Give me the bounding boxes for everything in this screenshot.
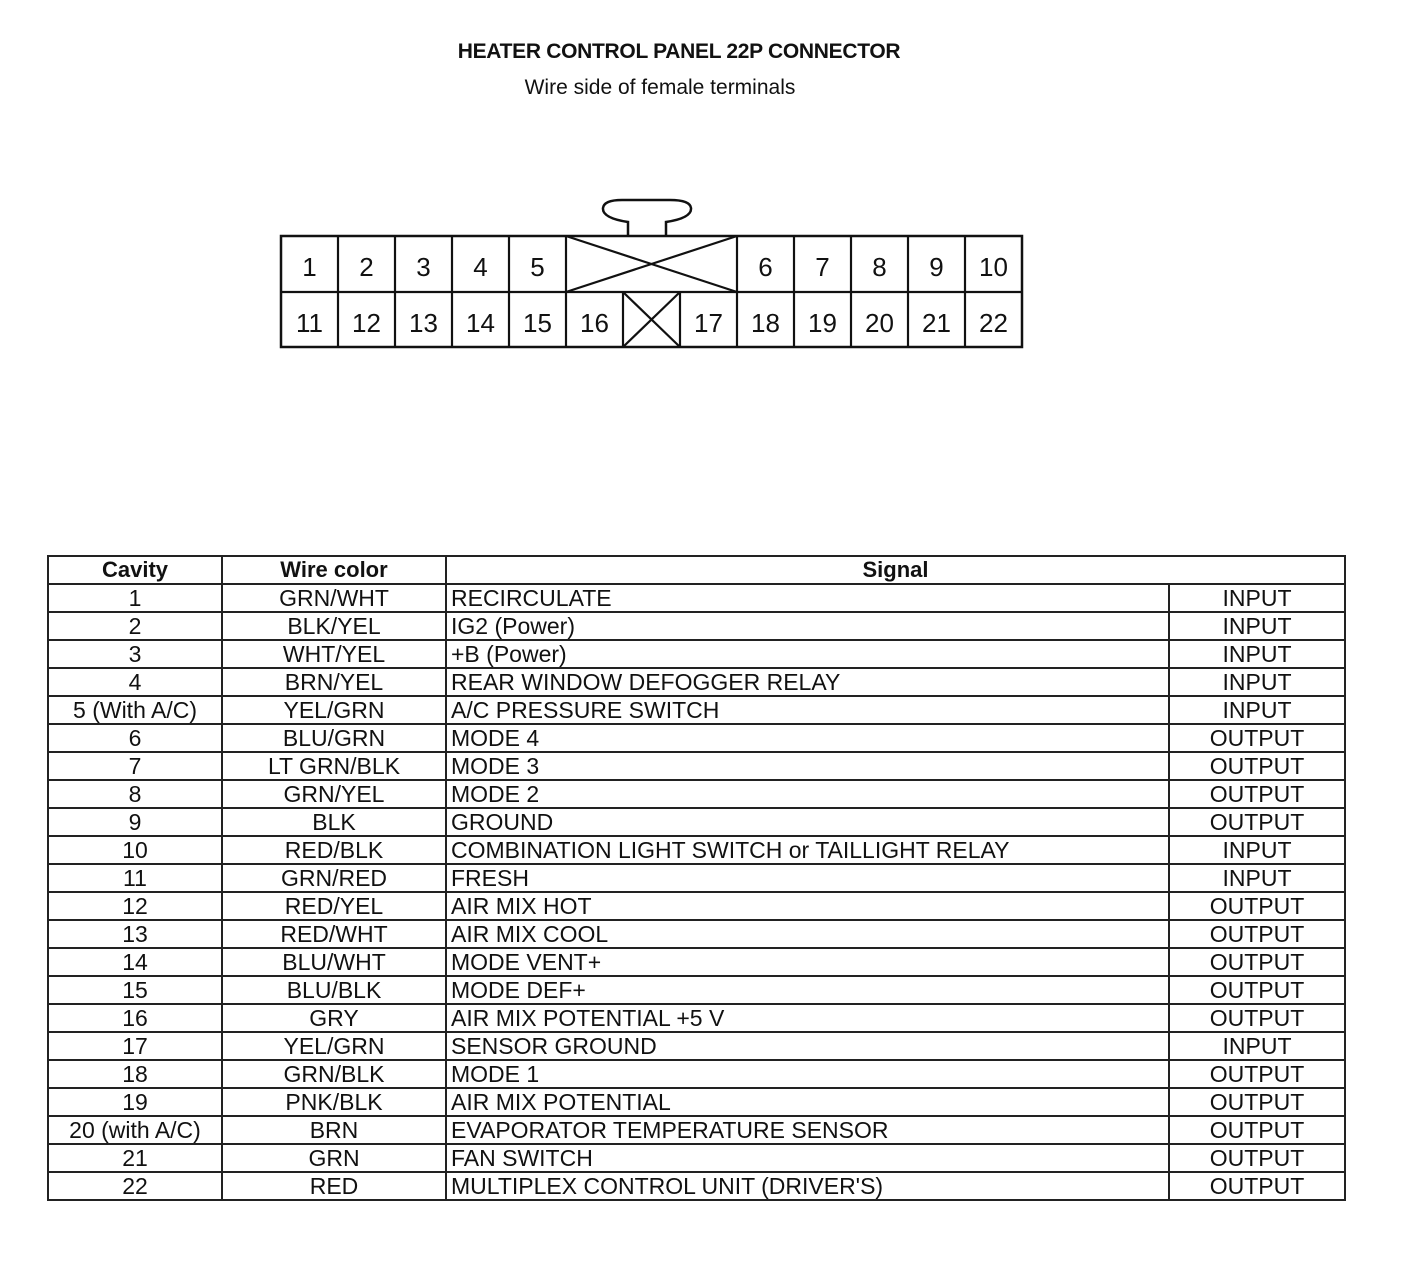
terminal-number: 22: [979, 308, 1008, 338]
wire-color-cell: RED/WHT: [222, 920, 446, 948]
signal-cell: GROUND: [446, 808, 1169, 836]
table-row: [48, 836, 1345, 864]
cavity-cell: 17: [48, 1032, 222, 1060]
terminal-number: 19: [808, 308, 837, 338]
signal-cell: MULTIPLEX CONTROL UNIT (DRIVER'S): [446, 1172, 1169, 1200]
table-row: [48, 1032, 1345, 1060]
table-row: [48, 1116, 1345, 1144]
wire-color-cell: GRN/RED: [222, 864, 446, 892]
signal-cell: MODE 4: [446, 724, 1169, 752]
signal-cell: AIR MIX HOT: [446, 892, 1169, 920]
direction-cell: OUTPUT: [1169, 948, 1345, 976]
terminal-number: 16: [580, 308, 609, 338]
direction-cell: OUTPUT: [1169, 808, 1345, 836]
wire-color-cell: GRN/BLK: [222, 1060, 446, 1088]
wire-color-cell: BRN: [222, 1116, 446, 1144]
signal-cell: IG2 (Power): [446, 612, 1169, 640]
terminal-number: 2: [359, 252, 374, 282]
terminal-number: 10: [979, 252, 1008, 282]
cavity-cell: 3: [48, 640, 222, 668]
diagram-subtitle: Wire side of female terminals: [524, 76, 796, 99]
cavity-cell: 16: [48, 1004, 222, 1032]
wire-color-cell: GRN/YEL: [222, 780, 446, 808]
direction-cell: OUTPUT: [1169, 920, 1345, 948]
signal-cell: MODE 3: [446, 752, 1169, 780]
table-row: [48, 976, 1345, 1004]
wire-color-cell: RED/BLK: [222, 836, 446, 864]
terminal-number: 8: [872, 252, 887, 282]
wire-color-cell: BLK/YEL: [222, 612, 446, 640]
terminal-number: 21: [922, 308, 951, 338]
direction-cell: OUTPUT: [1169, 780, 1345, 808]
terminal-number: 18: [751, 308, 780, 338]
table-row: [48, 948, 1345, 976]
cavity-cell: 1: [48, 584, 222, 612]
direction-cell: OUTPUT: [1169, 1004, 1345, 1032]
connector-diagram: [0, 0, 1408, 400]
direction-cell: OUTPUT: [1169, 1116, 1345, 1144]
table-row: [48, 1172, 1345, 1200]
table-row: [48, 1060, 1345, 1088]
direction-cell: OUTPUT: [1169, 724, 1345, 752]
signal-cell: MODE 2: [446, 780, 1169, 808]
signal-cell: A/C PRESSURE SWITCH: [446, 696, 1169, 724]
cavity-cell: 9: [48, 808, 222, 836]
cavity-cell: 13: [48, 920, 222, 948]
terminal-number: 12: [352, 308, 381, 338]
direction-cell: INPUT: [1169, 1032, 1345, 1060]
wire-color-cell: RED/YEL: [222, 892, 446, 920]
wire-color-cell: BLU/WHT: [222, 948, 446, 976]
table-header-row: [48, 556, 1345, 584]
signal-cell: MODE VENT+: [446, 948, 1169, 976]
wire-color-cell: GRY: [222, 1004, 446, 1032]
wire-color-cell: GRN: [222, 1144, 446, 1172]
wire-color-cell: LT GRN/BLK: [222, 752, 446, 780]
cavity-cell: 21: [48, 1144, 222, 1172]
terminal-number: 9: [929, 252, 944, 282]
terminal-number: 14: [466, 308, 495, 338]
direction-cell: OUTPUT: [1169, 892, 1345, 920]
table-row: [48, 696, 1345, 724]
signal-cell: EVAPORATOR TEMPERATURE SENSOR: [446, 1116, 1169, 1144]
connector-lock-tab: [603, 200, 691, 236]
direction-cell: OUTPUT: [1169, 1172, 1345, 1200]
terminal-number: 20: [865, 308, 894, 338]
table-row: [48, 808, 1345, 836]
terminal-number: 5: [530, 252, 545, 282]
direction-cell: OUTPUT: [1169, 1060, 1345, 1088]
cavity-cell: 18: [48, 1060, 222, 1088]
table-row: [48, 612, 1345, 640]
wire-color-cell: YEL/GRN: [222, 1032, 446, 1060]
table-row: [48, 640, 1345, 668]
cavity-cell: 20 (with A/C): [48, 1116, 222, 1144]
signal-cell: COMBINATION LIGHT SWITCH or TAILLIGHT RELAY: [446, 836, 1169, 864]
wire-color-cell: BRN/YEL: [222, 668, 446, 696]
pinout-table: [47, 555, 1346, 1201]
cavity-cell: 19: [48, 1088, 222, 1116]
table-row: [48, 668, 1345, 696]
table-row: [48, 780, 1345, 808]
terminal-number: 13: [409, 308, 438, 338]
cavity-cell: 5 (With A/C): [48, 696, 222, 724]
direction-cell: INPUT: [1169, 584, 1345, 612]
terminal-number: 11: [296, 308, 323, 338]
direction-cell: INPUT: [1169, 612, 1345, 640]
table-row: [48, 1088, 1345, 1116]
wire-color-cell: BLU/BLK: [222, 976, 446, 1004]
signal-cell: MODE DEF+: [446, 976, 1169, 1004]
cavity-cell: 4: [48, 668, 222, 696]
wire-color-cell: BLK: [222, 808, 446, 836]
direction-cell: INPUT: [1169, 696, 1345, 724]
terminal-number: 7: [815, 252, 830, 282]
terminal-number: 15: [523, 308, 552, 338]
header-wire-color: Wire color: [222, 556, 446, 584]
signal-cell: FRESH: [446, 864, 1169, 892]
header-signal: Signal: [446, 556, 1345, 584]
signal-cell: AIR MIX POTENTIAL +5 V: [446, 1004, 1169, 1032]
signal-cell: RECIRCULATE: [446, 584, 1169, 612]
direction-cell: INPUT: [1169, 864, 1345, 892]
terminal-number: 4: [473, 252, 488, 282]
direction-cell: INPUT: [1169, 836, 1345, 864]
wire-color-cell: YEL/GRN: [222, 696, 446, 724]
wire-color-cell: PNK/BLK: [222, 1088, 446, 1116]
direction-cell: OUTPUT: [1169, 1088, 1345, 1116]
cavity-cell: 2: [48, 612, 222, 640]
cavity-cell: 11: [48, 864, 222, 892]
cavity-cell: 10: [48, 836, 222, 864]
signal-cell: SENSOR GROUND: [446, 1032, 1169, 1060]
table-row: [48, 1144, 1345, 1172]
direction-cell: OUTPUT: [1169, 752, 1345, 780]
signal-cell: MODE 1: [446, 1060, 1169, 1088]
signal-cell: +B (Power): [446, 640, 1169, 668]
signal-cell: FAN SWITCH: [446, 1144, 1169, 1172]
signal-cell: AIR MIX COOL: [446, 920, 1169, 948]
direction-cell: INPUT: [1169, 640, 1345, 668]
wire-color-cell: WHT/YEL: [222, 640, 446, 668]
signal-cell: AIR MIX POTENTIAL: [446, 1088, 1169, 1116]
table-row: [48, 752, 1345, 780]
table-row: [48, 584, 1345, 612]
cavity-cell: 7: [48, 752, 222, 780]
table-row: [48, 1004, 1345, 1032]
wire-color-cell: GRN/WHT: [222, 584, 446, 612]
cavity-cell: 15: [48, 976, 222, 1004]
signal-cell: REAR WINDOW DEFOGGER RELAY: [446, 668, 1169, 696]
cavity-cell: 22: [48, 1172, 222, 1200]
wire-color-cell: BLU/GRN: [222, 724, 446, 752]
cavity-cell: 14: [48, 948, 222, 976]
wire-color-cell: RED: [222, 1172, 446, 1200]
direction-cell: OUTPUT: [1169, 1144, 1345, 1172]
direction-cell: INPUT: [1169, 668, 1345, 696]
diagram-title: HEATER CONTROL PANEL 22P CONNECTOR: [457, 40, 901, 63]
table-row: [48, 724, 1345, 752]
cavity-cell: 8: [48, 780, 222, 808]
table-row: [48, 920, 1345, 948]
terminal-number: 1: [302, 252, 317, 282]
header-cavity: Cavity: [48, 556, 222, 584]
direction-cell: OUTPUT: [1169, 976, 1345, 1004]
table-row: [48, 864, 1345, 892]
terminal-number: 6: [758, 252, 773, 282]
terminal-number: 3: [416, 252, 431, 282]
table-row: [48, 892, 1345, 920]
cavity-cell: 6: [48, 724, 222, 752]
cavity-cell: 12: [48, 892, 222, 920]
terminal-number: 17: [694, 308, 723, 338]
